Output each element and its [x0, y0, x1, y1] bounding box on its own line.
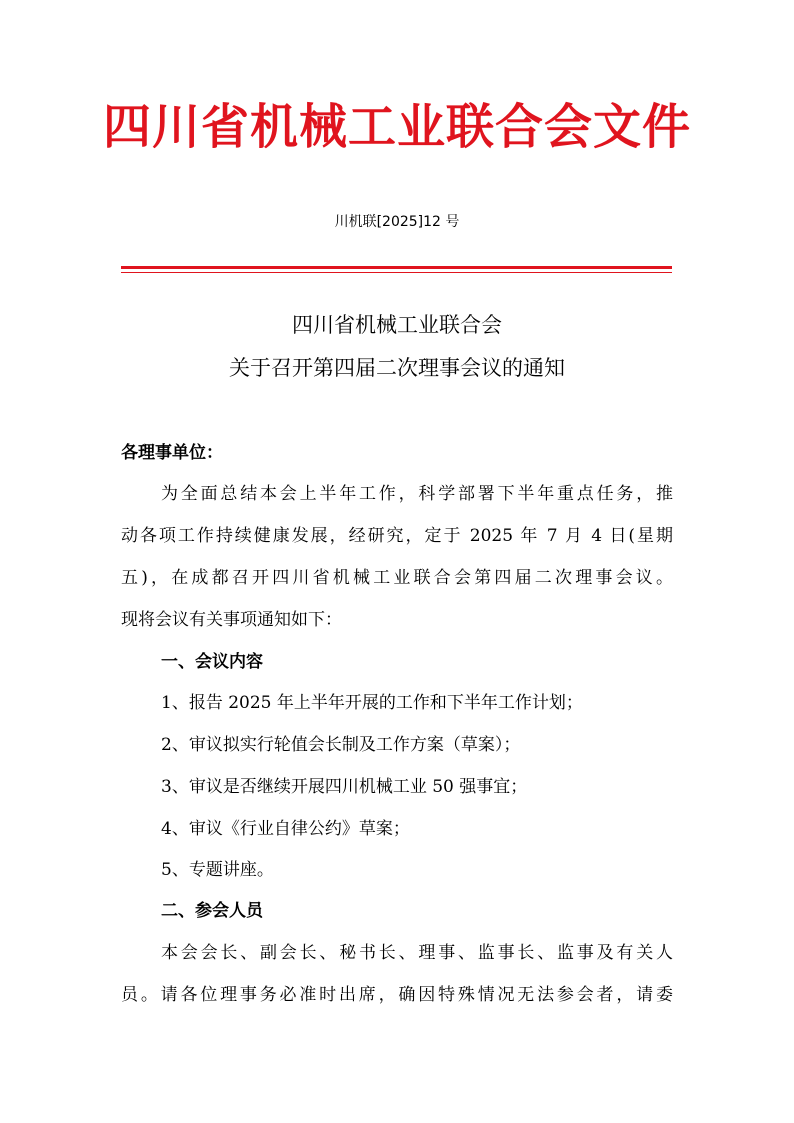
notice-title-line2: 关于召开第四届二次理事会议的通知	[229, 356, 565, 380]
notice-title-line1: 四川省机械工业联合会	[292, 313, 502, 337]
document-number: 川机联[2025]12 号	[334, 214, 460, 230]
intro-line: 五)，在成都召开四川省机械工业联合会第四届二次理事会议。	[121, 568, 673, 588]
red-separator-thin	[121, 272, 672, 273]
red-header-title: 四川省机械工业联合会文件	[102, 99, 691, 155]
intro-line: 现将会议有关事项通知如下：	[121, 610, 342, 630]
list-item: 4、审议《行业自律公约》草案；	[161, 819, 410, 839]
list-item: 3、审议是否继续开展四川机械工业 50 强事宜；	[161, 777, 528, 797]
paragraph-line: 本会会长、副会长、秘书长、理事、监事长、监事及有关人	[161, 943, 673, 963]
section-heading: 二、参会人员	[161, 901, 263, 921]
red-separator-thick	[121, 266, 672, 269]
list-item: 2、审议拟实行轮值会长制及工作方案（草案）；	[161, 735, 521, 755]
list-item: 1、报告 2025 年上半年开展的工作和下半年工作计划；	[161, 693, 583, 713]
paragraph-line: 员。请各位理事务必准时出席，确因特殊情况无法参会者，请委	[121, 985, 673, 1005]
list-item: 5、专题讲座。	[161, 860, 274, 880]
intro-line: 为全面总结本会上半年工作，科学部署下半年重点任务，推	[161, 484, 673, 504]
salutation: 各理事单位：	[121, 443, 223, 463]
intro-line: 动各项工作持续健康发展，经研究，定于 2025 年 7 月 4 日(星期	[121, 526, 673, 546]
section-heading: 一、会议内容	[161, 652, 263, 672]
